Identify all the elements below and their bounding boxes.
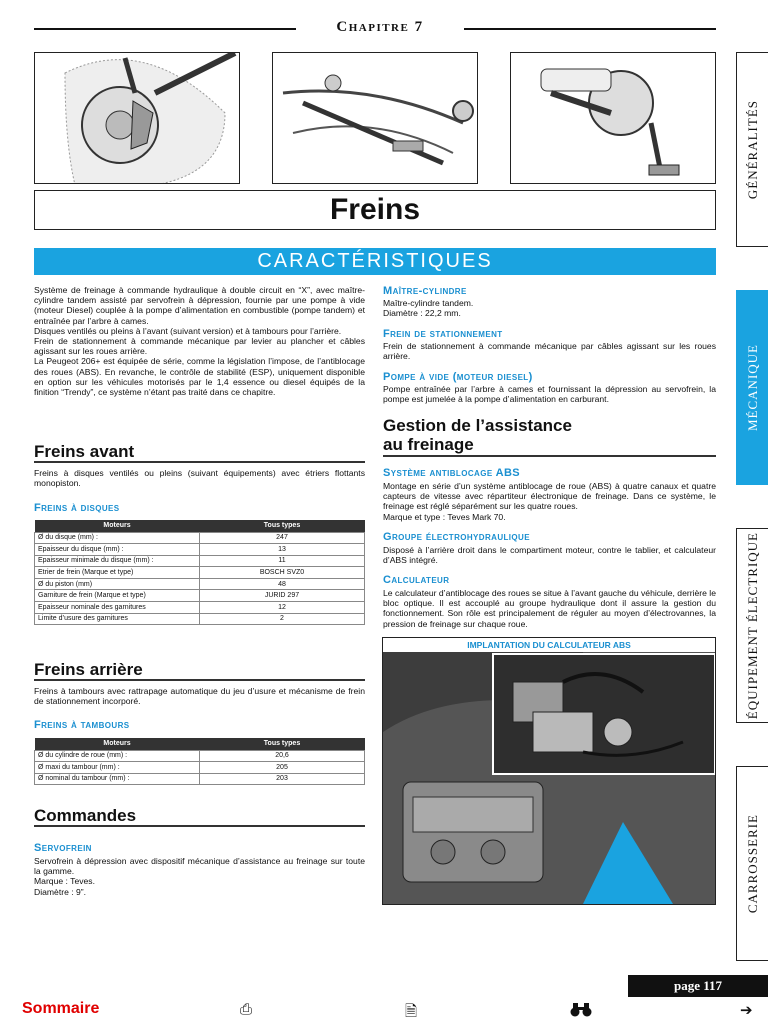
table-cell: 2: [200, 613, 365, 625]
chapter-title: Chapitre 7: [336, 19, 424, 35]
page-title: Freins: [329, 193, 421, 226]
table-row: [35, 613, 365, 625]
page-number: page 117: [628, 975, 768, 997]
subheading-servofrein: Servofrein: [34, 842, 92, 854]
side-tab-label: CARROSSERIE: [744, 813, 760, 914]
table-cell: Etrier de frein (Marque et type): [35, 567, 200, 579]
page-title-box: [34, 190, 716, 230]
side-tab-label: GÉNÉRALITÉS: [744, 99, 760, 200]
table-cell: Ø du cylindre de roue (mm) :: [35, 750, 200, 762]
side-tab-label: ÉQUIPEMENT ÉLECTRIQUE: [744, 531, 760, 720]
subheading-maitre-cylindre: Maître-cylindre: [383, 285, 467, 297]
table-freins-disques: [34, 520, 365, 625]
side-tab-generalites[interactable]: [736, 52, 768, 247]
servofrein-line: Marque : Teves.: [34, 876, 95, 887]
binoculars-icon[interactable]: [570, 1001, 592, 1021]
abs-paragraph: Marque et type : Teves Mark 70.: [383, 511, 506, 522]
photo-rear-axle: [272, 52, 478, 184]
sommaire-link[interactable]: Sommaire: [22, 1000, 100, 1017]
maitre-cylindre-line: Diamètre : 22,2 mm.: [383, 308, 461, 319]
maitre-cylindre-text: [383, 298, 716, 318]
side-tab-carrosserie[interactable]: [736, 766, 768, 961]
subheading-calculateur: Calculateur: [383, 574, 450, 586]
subheading-freins-disques: Freins à disques: [34, 502, 120, 514]
table-cell: BOSCH SVZ0: [200, 567, 365, 579]
servofrein-text: [34, 856, 365, 897]
header-rule-right: [464, 28, 716, 30]
section-rule: [383, 455, 716, 457]
table-cell: Limite d’usure des garnitures: [35, 613, 200, 625]
table-row: [35, 602, 365, 614]
figure-caption: IMPLANTATION DU CALCULATEUR ABS: [467, 640, 631, 650]
subheading-groupe-electrohydraulique: Groupe électrohydraulique: [383, 531, 530, 543]
section-rule: [34, 461, 365, 463]
table-cell: Epaisseur minimale du disque (mm) :: [35, 555, 200, 567]
heading-freins-avant: Freins avant: [34, 442, 135, 461]
document-icon[interactable]: 🗎: [405, 1003, 418, 1020]
table-row: [35, 555, 365, 567]
freins-avant-text: Freins à disques ventilés ou pleins (suivant équipements) avec étriers flottants monopiston.: [34, 468, 365, 489]
print-icon[interactable]: ⎙: [240, 1001, 253, 1018]
table-row: [35, 567, 365, 579]
table-header: Tous types: [200, 738, 365, 750]
section-banner: CARACTÉRISTIQUES: [34, 248, 716, 275]
table-row: [35, 532, 365, 544]
subheading-freins-tambours: Freins à tambours: [34, 719, 130, 731]
intro-paragraph: Disques ventilés ou pleins à l’avant (suivant version) et à tambours pour l’arrière.: [34, 325, 342, 336]
photo-master-cylinder: [510, 52, 716, 184]
side-tab-equipement-electrique[interactable]: [736, 528, 768, 723]
intro-paragraph: Système de freinage à commande hydraulique à double circuit en “X”, avec maître-cylindre tandem assisté par servofrein à dépression, fournie par une pompe à vide (moteur Diesel) couplée à la pompe d’alimentation en combustible (pompe tandem) et entraînée par l’arbre à cames.: [34, 285, 365, 326]
abs-text: [383, 481, 716, 522]
table-row: [35, 773, 365, 785]
photo-front-brake: [34, 52, 240, 184]
table-row: [35, 750, 365, 762]
pompe-vide-text: Pompe entraînée par l’arbre à cames et fournissant la dépression au servofrein, la pompe est jumelée à la pompe d’alimentation en carburant.: [383, 384, 716, 405]
heading-freins-arriere: Freins arrière: [34, 660, 143, 679]
table-header: Moteurs: [35, 520, 200, 532]
engine-bay-photo: [383, 652, 715, 904]
subheading-abs: Système antiblocage ABS: [383, 467, 521, 479]
heading-gestion-assistance: [383, 416, 572, 454]
table-cell: 13: [200, 544, 365, 556]
maitre-cylindre-line: Maître-cylindre tandem.: [383, 298, 474, 308]
table-cell: 203: [200, 773, 365, 785]
table-cell: 48: [200, 578, 365, 590]
heading-commandes: Commandes: [34, 806, 137, 825]
table-cell: Ø maxi du tambour (mm) :: [35, 762, 200, 774]
calculateur-text: Le calculateur d’antiblocage des roues se situe à l’avant gauche du véhicule, derrière le bloc optique. Il est accouplé au groupe hydraulique dont il assure la gestion du fonctionnement. Son rôle est principalement de réguler au moyen d’électrovannes, la pression de freinage sur chaque roue.: [383, 588, 716, 629]
table-cell: Ø du piston (mm): [35, 578, 200, 590]
table-cell: 12: [200, 602, 365, 614]
figure-calculateur-abs: [382, 637, 716, 905]
abs-paragraph: Montage en série d’un système antiblocage de roue (ABS) à quatre canaux et quatre capteurs de vitesse avec répartiteur électronique de freinage. Dans ce système, le freinage est réglé séparément sur les quatre roues.: [383, 481, 716, 512]
frein-stationnement-text: Frein de stationnement à commande mécanique par câbles agissant sur les roues arrière.: [383, 341, 716, 362]
section-rule: [34, 825, 365, 827]
subheading-frein-stationnement: Frein de stationnement: [383, 328, 503, 340]
table-row: [35, 762, 365, 774]
table-header: Tous types: [200, 520, 365, 532]
heading-line: au freinage: [383, 435, 474, 454]
intro-paragraph: La Peugeot 206+ est équipée de série, comme la législation l’impose, de l’antiblocage des roues (ABS). En revanche, le contrôle de stabilité (ESP), uniquement disponible en option sur les véhicules motorisés par le 1,4 essence ou diesel équipés de la finition “Trendy”, ce système n’étant pas traité dans ce chapitre.: [34, 356, 365, 398]
section-rule: [34, 679, 365, 681]
side-tab-label: MÉCANIQUE: [744, 344, 760, 431]
table-row: [35, 544, 365, 556]
servofrein-line: Servofrein à dépression avec dispositif mécanique d’assistance au freinage sur toute la gamme.: [34, 856, 365, 877]
table-cell: Ø du disque (mm) :: [35, 532, 200, 544]
table-cell: Epaisseur du disque (mm) :: [35, 544, 200, 556]
table-freins-tambours: [34, 738, 365, 785]
table-row: [35, 590, 365, 602]
heading-line: Gestion de l’assistance: [383, 416, 572, 435]
intro-paragraph: Frein de stationnement à commande mécanique par levier au plancher et câbles agissant sur les roues arrière.: [34, 336, 365, 357]
intro-text: [34, 285, 365, 397]
side-tab-mecanique[interactable]: [736, 290, 768, 485]
subheading-pompe-vide: Pompe à vide (moteur diesel): [383, 371, 533, 383]
arrow-right-icon[interactable]: ➔: [740, 1002, 753, 1019]
table-cell: 247: [200, 532, 365, 544]
table-header: Moteurs: [35, 738, 200, 750]
table-cell: Epaisseur nominale des garnitures: [35, 602, 200, 614]
table-cell: 20,6: [200, 750, 365, 762]
table-cell: 205: [200, 762, 365, 774]
servofrein-line: Diamètre : 9”.: [34, 886, 87, 897]
groupe-electrohydraulique-text: Disposé à l’arrière droit dans le compartiment moteur, contre le tablier, et calculateur d’ABS intégré.: [383, 545, 716, 566]
table-cell: 11: [200, 555, 365, 567]
freins-arriere-text: Freins à tambours avec rattrapage automatique du jeu d’usure et mécanisme de frein de stationnement incorporé.: [34, 686, 365, 707]
table-cell: JURID 297: [200, 590, 365, 602]
table-row: [35, 578, 365, 590]
table-cell: Garniture de frein (Marque et type): [35, 590, 200, 602]
table-cell: Ø nominal du tambour (mm) :: [35, 773, 200, 785]
header-rule-left: [34, 28, 296, 30]
